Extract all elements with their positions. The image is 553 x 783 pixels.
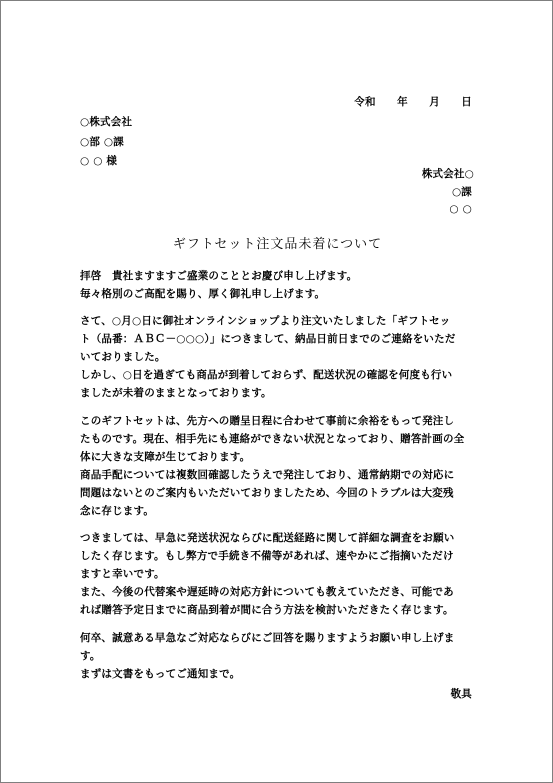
recipient-name: ○ ○ 様 xyxy=(80,155,118,167)
body-line: たものです。現在、相手先にも連絡ができない状況となっており、贈答計画の全 xyxy=(80,433,465,445)
body-line: しかし、○日を過ぎても商品が到着しておらず、配送状況の確認を何度も行い xyxy=(80,369,453,381)
body-line: いておりました。 xyxy=(80,351,166,363)
recipient-department: ○部 ○課 xyxy=(80,136,124,148)
body-line: 毎々格別のご高配を賜り、厚く御礼申し上げます。 xyxy=(80,288,326,300)
body-line: 何卒、誠意ある早急なご対応ならびにご回答を賜りますようお願い申し上げま xyxy=(80,632,455,644)
body-line: す。 xyxy=(80,650,101,662)
closing-keigu: 敬具 xyxy=(450,688,472,700)
body-line: 商品手配については複数回確認したうえで発注しており、通常納期での対応に xyxy=(80,469,455,481)
body-line: ト（品番：ＡＢＣ－○○○）」につきまして、納品日前日までのご連絡をいただ xyxy=(80,333,456,345)
body-line: ましたが未着のままとなっております。 xyxy=(80,387,272,399)
body-line: れば贈答予定日までに商品到着が間に合う方法を検討いただきたく存じます。 xyxy=(80,604,454,616)
body-line: 問題はないとのご案内もいただいておりましたため、今回のトラブルは大変残 xyxy=(80,487,454,499)
body-line: したく存じます。もし弊方で手続き不備等があれば、速やかにご指摘いただけ xyxy=(80,550,454,562)
body-line: 拝啓 貴社ますますご盛業のこととお慶び申し上げます。 xyxy=(80,270,358,282)
body-line: まずは文書をもってご通知まで。 xyxy=(80,668,241,680)
letter-date: 令和 年 月 日 xyxy=(354,96,472,108)
body-line: 念に存じます。 xyxy=(80,505,155,517)
body-line: ますと幸いです。 xyxy=(80,568,165,580)
body-line: また、今後の代替案や遅延時の対応方針についても教えていただき、可能であ xyxy=(80,586,454,598)
recipient-company: ○株式会社 xyxy=(80,116,133,128)
body-line: 体に大きな支障が生じております。 xyxy=(80,451,251,463)
sender-name: ○ ○ xyxy=(449,203,472,215)
body-line: このギフトセットは、先方への贈呈日程に合わせて事前に余裕をもって発注し xyxy=(80,415,455,427)
sender-company: 株式会社○ xyxy=(421,168,474,180)
letter-subject: ギフトセット注文品未着について xyxy=(172,237,383,252)
body-line: さて、○月○日に御社オンラインショップより注文いたしました「ギフトセッ xyxy=(80,315,451,327)
body-line: つきましては、早急に発送状況ならびに配送経路に関して詳細な調査をお願い xyxy=(80,532,455,544)
sender-section: ○課 xyxy=(451,186,472,198)
